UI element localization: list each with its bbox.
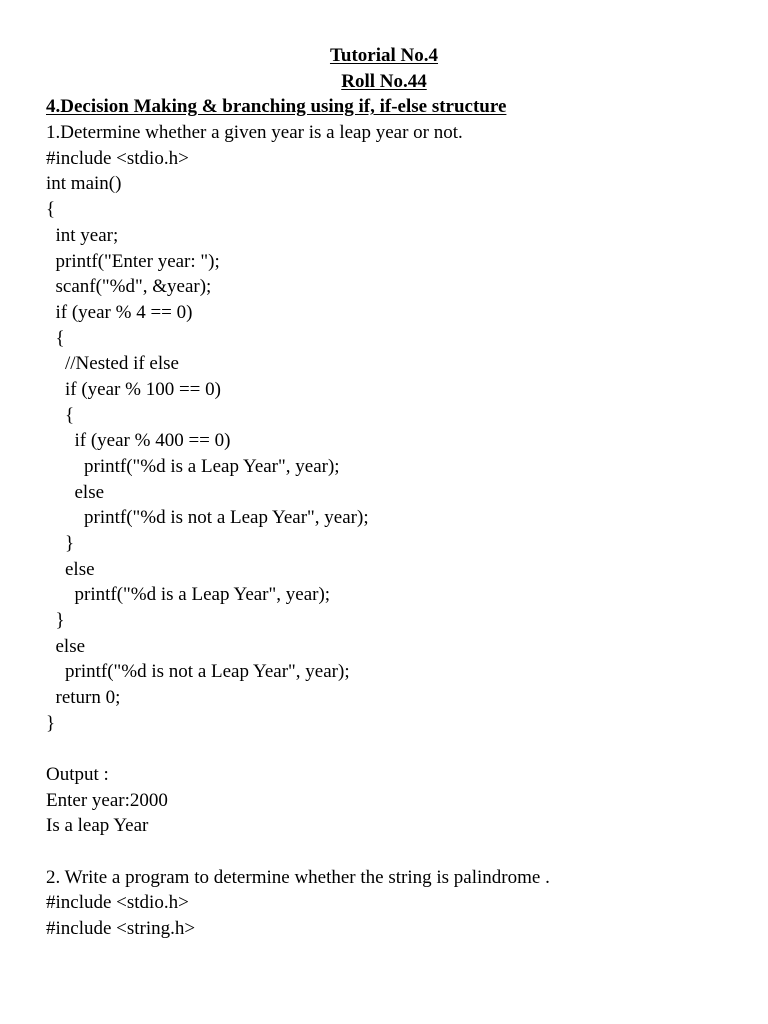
roll-number: Roll No.44	[341, 71, 427, 92]
code-line: scanf("%d", &year);	[46, 276, 212, 297]
code-line: else	[46, 482, 105, 503]
code-line: {	[46, 405, 75, 426]
code-line: printf("%d is not a Leap Year", year);	[46, 507, 369, 528]
code-line: else	[46, 559, 95, 580]
code-line: #include <stdio.h>	[46, 148, 189, 169]
code-line: #include <string.h>	[46, 918, 196, 939]
code-line: int year;	[46, 225, 119, 246]
code-line: }	[46, 610, 65, 631]
code-line: if (year % 4 == 0)	[46, 302, 193, 323]
code-line: else	[46, 636, 86, 657]
code-line: printf("%d is a Leap Year", year);	[46, 584, 331, 605]
code-line: //Nested if else	[46, 353, 179, 374]
code-line: printf("Enter year: ");	[46, 251, 220, 272]
question-1-prompt: 1.Determine whether a given year is a leap year or not.	[46, 122, 463, 143]
code-line: printf("%d is not a Leap Year", year);	[46, 661, 350, 682]
output-line: Is a leap Year	[46, 815, 149, 836]
code-line: return 0;	[46, 687, 121, 708]
code-line: if (year % 100 == 0)	[46, 379, 221, 400]
code-line: printf("%d is a Leap Year", year);	[46, 456, 340, 477]
code-line: if (year % 400 == 0)	[46, 430, 231, 451]
code-line: }	[46, 713, 56, 734]
output-label: Output :	[46, 764, 109, 785]
question-2-prompt: 2. Write a program to determine whether the string is palindrome .	[46, 867, 550, 888]
section-heading: 4.Decision Making & branching using if, if-else structure	[46, 96, 507, 117]
code-line: {	[46, 199, 56, 220]
tutorial-title: Tutorial No.4	[329, 45, 439, 66]
code-line: {	[46, 328, 65, 349]
output-line: Enter year:2000	[46, 790, 168, 811]
code-line: }	[46, 533, 75, 554]
code-line: int main()	[46, 173, 122, 194]
code-line: #include <stdio.h>	[46, 892, 189, 913]
